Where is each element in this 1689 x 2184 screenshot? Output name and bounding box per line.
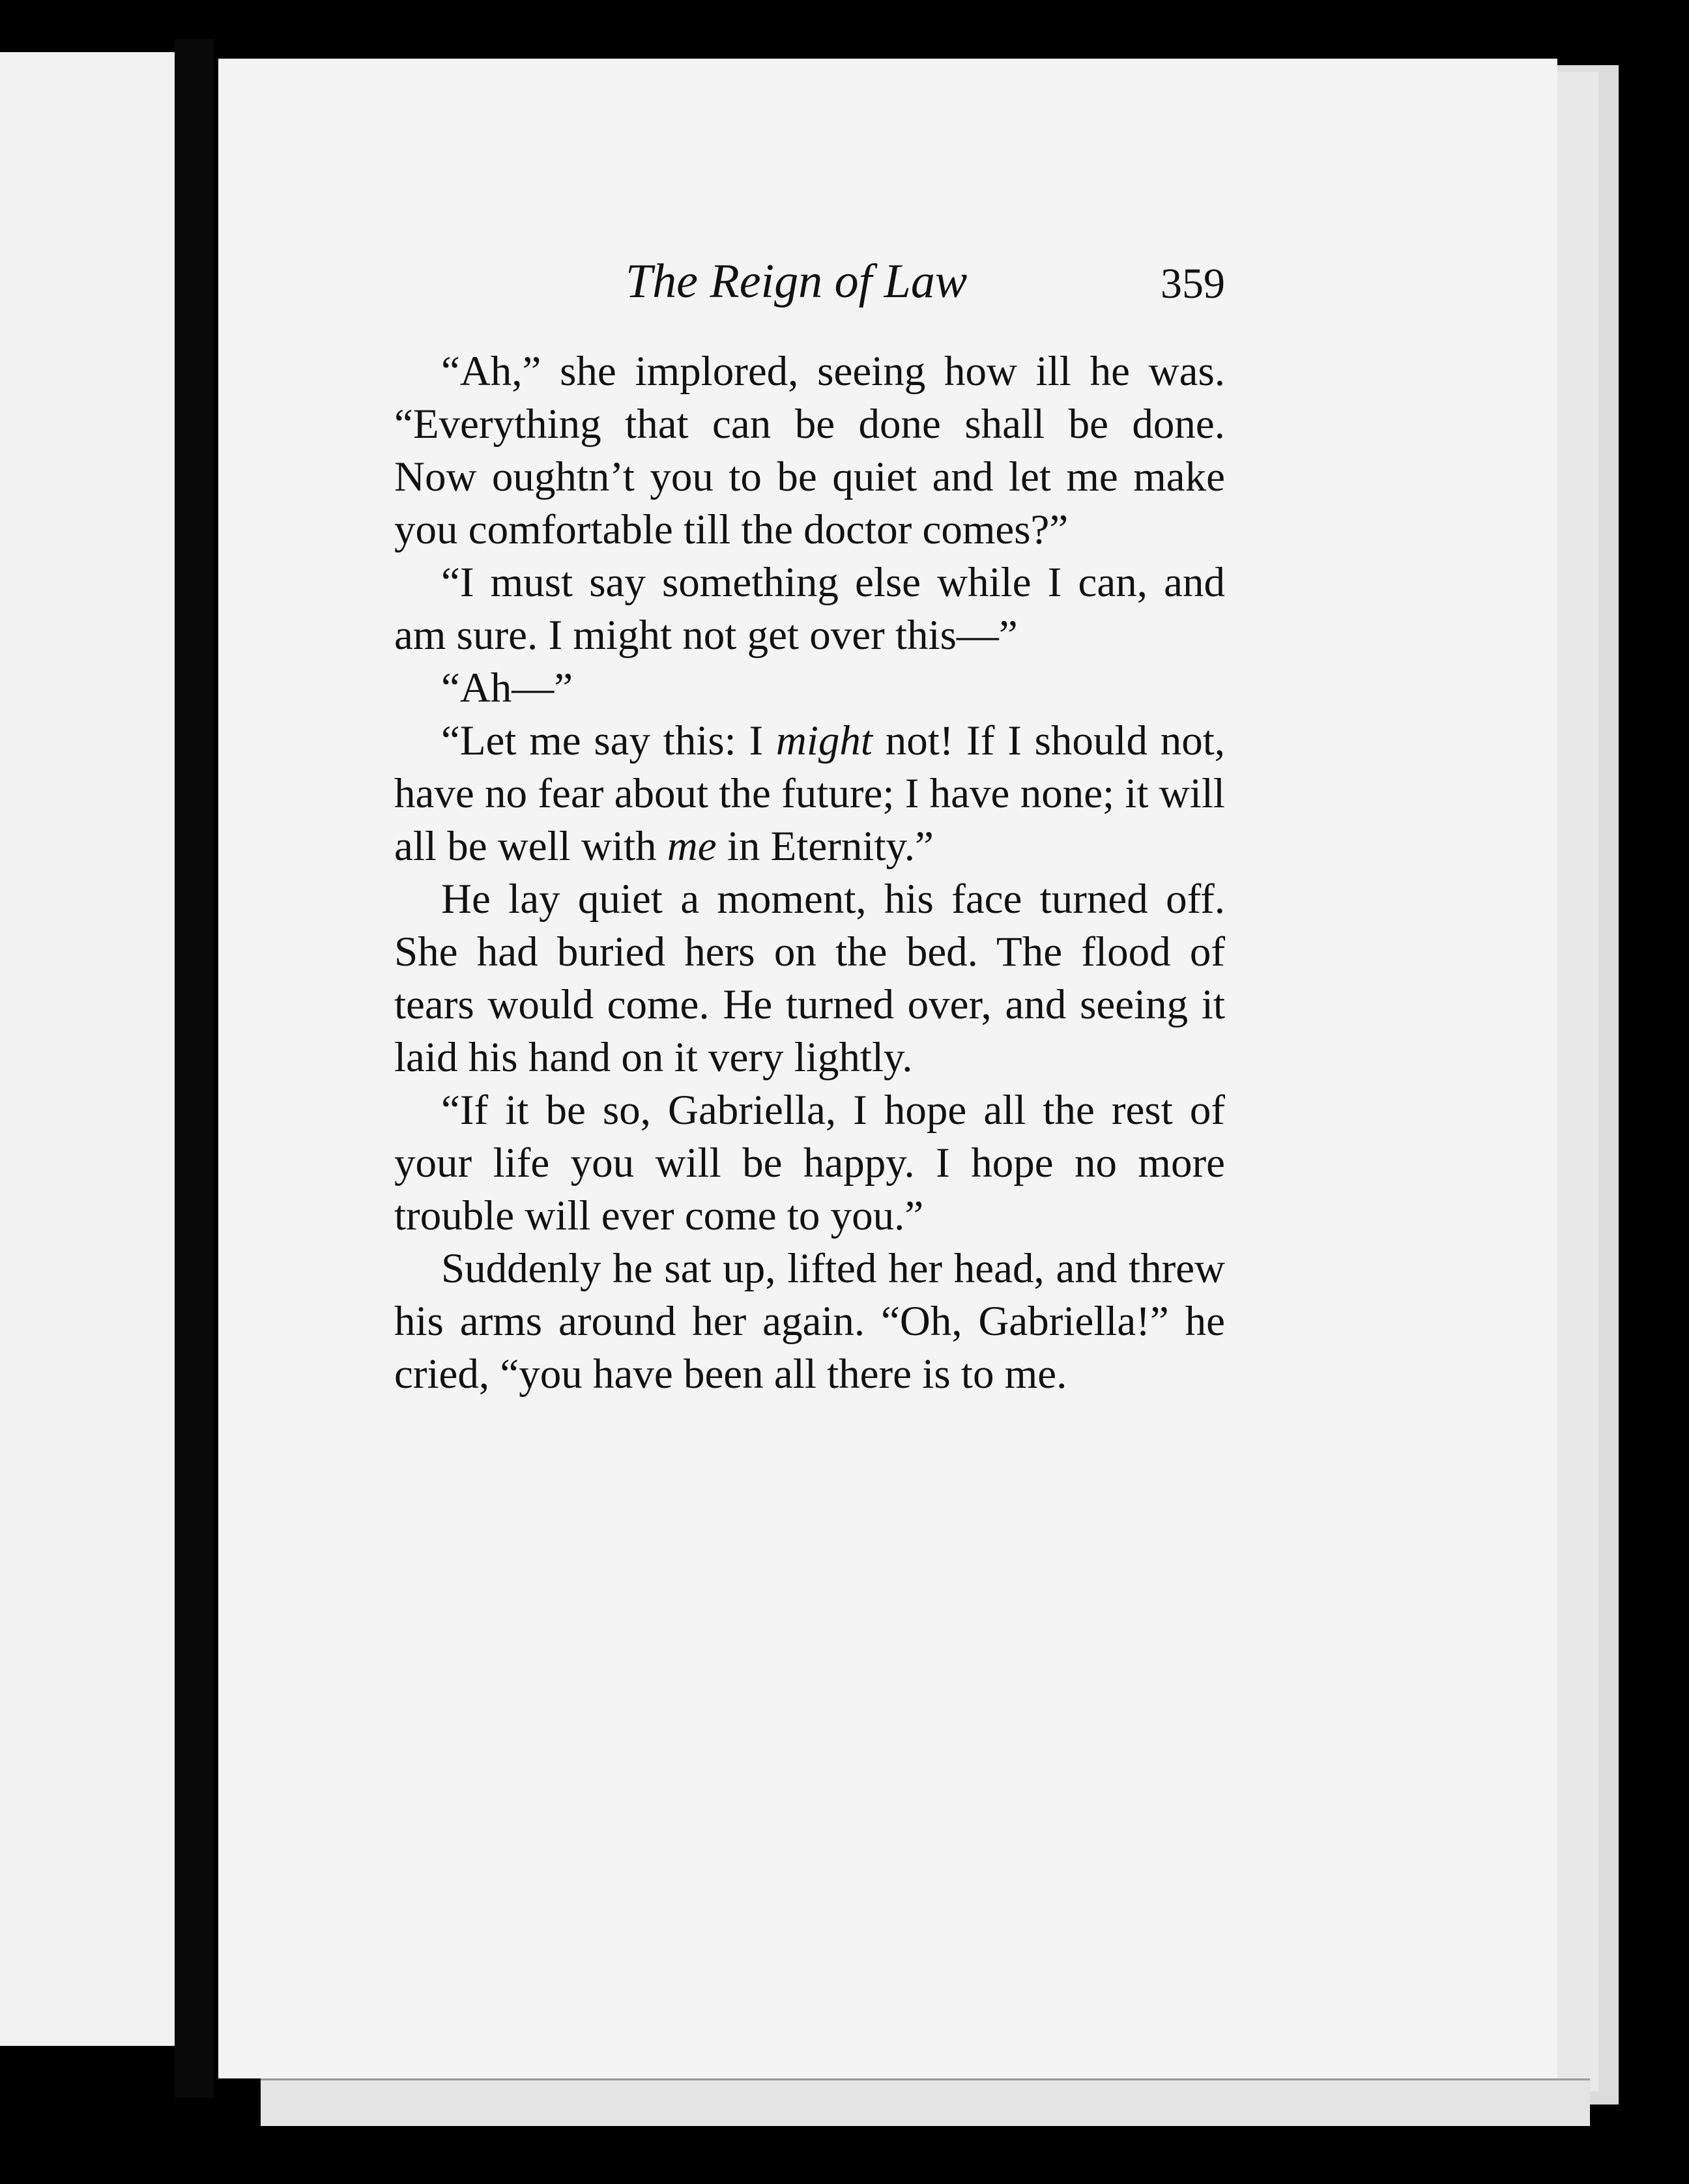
text-run: Suddenly he sat up, lifted her head, and threw his arms around her again. “Oh, Gabriella!” he cried, “you have been all there is to me. <box>394 1245 1225 1398</box>
page-stack-inner-edge <box>1551 72 1598 2091</box>
paragraph <box>394 715 1225 873</box>
left-page-edge <box>0 52 175 2046</box>
page-number: 359 <box>1161 260 1225 308</box>
text-run: not! If I should not, have no fear about the future; I have none; it will all be well with <box>394 717 1226 870</box>
text-run: “I must say something else while I can, and am sure. I might not get over this—” <box>394 559 1225 659</box>
page-bottom-edge <box>261 2078 1590 2126</box>
running-title: The Reign of Law <box>626 255 968 308</box>
book-gutter <box>175 39 214 2098</box>
paragraph <box>394 1243 1225 1401</box>
text-run: “If it be so, Gabriella, I hope all the rest of your life you will be happy. I hope no more trouble will ever come to you.” <box>394 1087 1225 1239</box>
paragraph <box>394 345 1225 556</box>
italic-text-run: me <box>667 823 717 870</box>
text-run: “Ah—” <box>441 665 573 711</box>
paragraph <box>394 1084 1225 1243</box>
body-text <box>394 345 1225 1401</box>
text-run: in Eternity.” <box>716 823 934 870</box>
italic-text-run: might <box>775 717 873 764</box>
text-run: “Let me say this: I <box>441 717 776 764</box>
paragraph <box>394 662 1225 715</box>
text-run: “Ah,” she implored, seeing how ill he was. “Everything that can be done shall be done. Now oughtn’t you to be quiet and let me make you comfortable till the doctor comes?” <box>394 348 1225 553</box>
paragraph <box>394 873 1225 1084</box>
paragraph <box>394 556 1225 662</box>
page-header <box>394 254 1225 326</box>
text-run: He lay quiet a moment, his face turned off. She had buried hers on the bed. The flood of tears would come. He turned over, and seeing it laid his hand on it very lightly. <box>394 876 1225 1081</box>
